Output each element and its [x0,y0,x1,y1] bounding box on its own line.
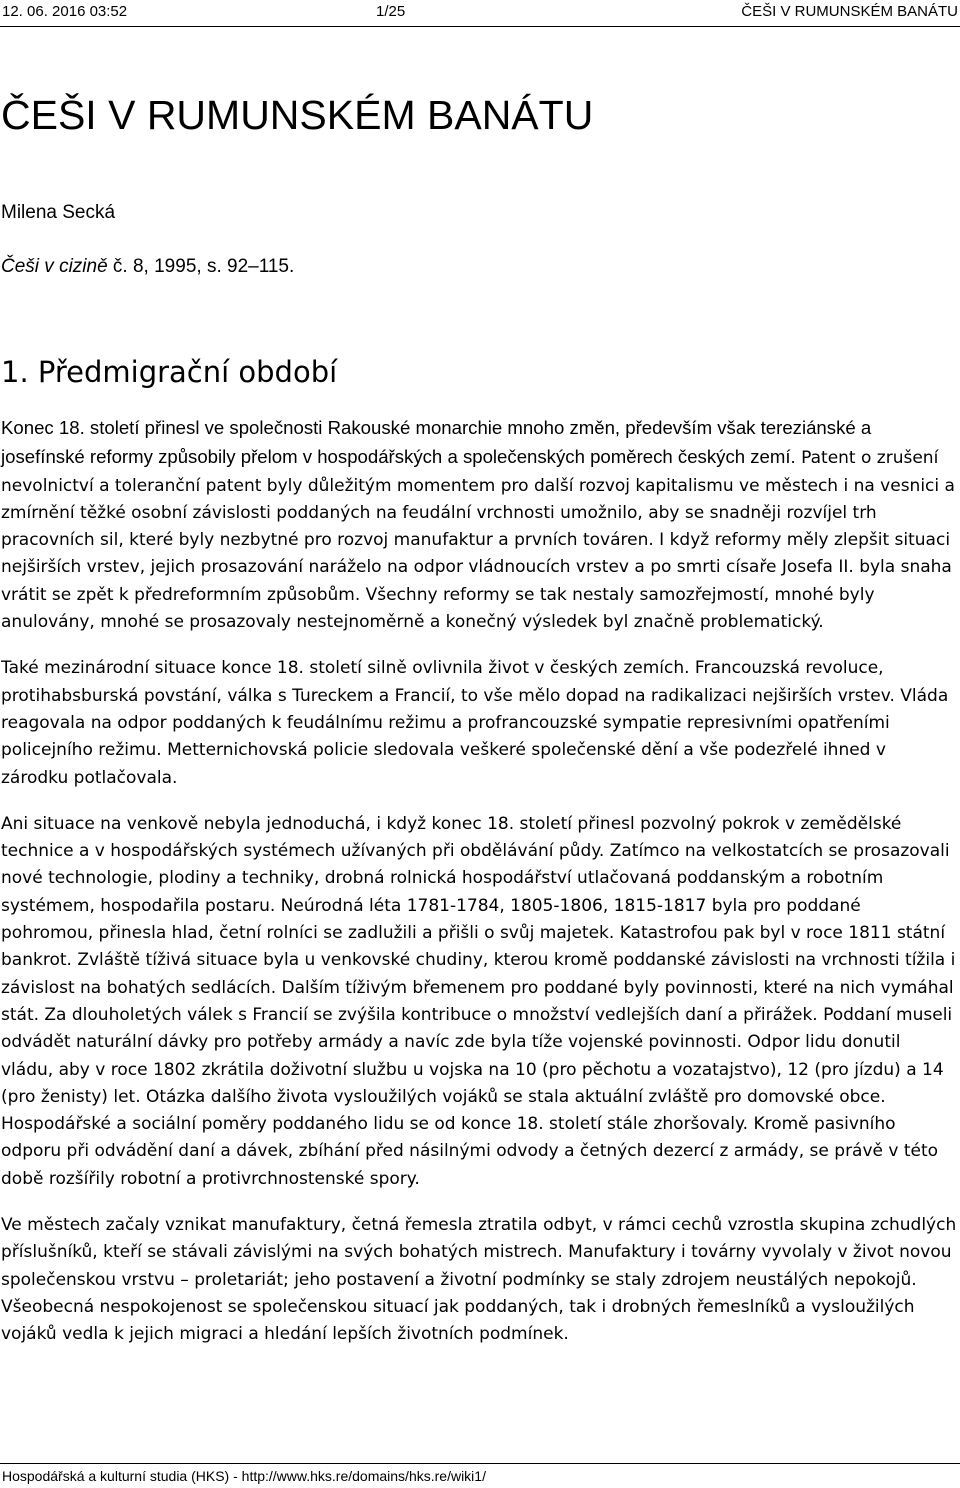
footer-text: Hospodářská a kulturní studia (HKS) - http://www.hks.re/domains/hks.re/wiki1/ [2,1468,486,1484]
page-header [0,0,960,27]
article-body [1,414,957,1368]
paragraph-1 [1,414,957,636]
section-heading: 1. Předmigrační období [1,355,338,389]
paragraph-3: Ani situace na venkově nebyla jednoduchá, i když konec 18. století přinesl pozvolný pokrok v zemědělské technice a v hospodářských systémech užívaných při obdělávání půdy. Zatímco na velkostatcích se prosazovali nové technologie, plodiny a techniky, drobná rolnická hospodářství utlačovaná poddanským a robotním systémem, hospodařila postaru. Neúrodná léta 1781-1784, 1805-1806, 1815-1817 byla pro poddané pohromou, přinesla hlad, četní rolníci se zadlužili a přišli o svůj majetek. Katastrofou pak byl v roce 1811 státní bankrot. Zvláště tíživá situace byla u venkovské chudiny, kterou kromě poddanské závislosti na vrchnosti tížila i závislost na bohatých sedlácích. Dalším tíživým břemenem pro poddané byly povinnosti, které na nich vymáhal stát. Za dlouholetých válek s Francií se zvýšila kontribuce o množství vedlejších daní a přirážek. Poddaní museli odvádět naturální dávky pro potřeby armády a navíc zde byla tíže vojenské povinnosti. Odpor lidu donutil vládu, aby v roce 1802 zkrátila doživotní službu u vojska na 10 (pro pěchotu a vozatajstvo), 12 (pro jízdu) a 14 (pro ženisty) let. Otázka dalšího života vysloužilých vojáků se stala aktuální zvláště pro domovské obce. Hospodářské a sociální poměry poddaného lidu se od konce 18. století stále zhoršovaly. Kromě pasivního odporu při odvádění daní a dávek, zbíhání před násilnými odvody a četných dezercí z armády, se právě v této době rozšířily robotní a protivrchnostenské spory. [1,813,956,1189]
citation-source: Češi v cizině [1,256,108,277]
header-title: ČEŠI V RUMUNSKÉM BANÁTU [741,3,958,20]
paragraph-4: Ve městech začaly vznikat manufaktury, četná řemesla ztratila odbyt, v rámci cechů vzrostla skupina zchudlých příslušníků, kteří se stávali závislými na svých bohatých mistrech. Manufaktury i továrny vyvolaly v život novou společenskou vrstvu – proletariát; jeho postavení a životní podmínky se staly zdrojem neustálých nepokojů. Všeobecná nespokojenost se společenskou situací jak poddaných, tak i drobných řemeslníků a vysloužilých vojáků vedla k jejich migraci a hledání lepších životních podmínek. [1,1215,957,1345]
paragraph-1-lead: Konec 18. století přinesl ve společnosti Rakouské monarchie mnoho změn, především však tereziánské a josefínské reformy způsobily přelom v hospodářských a společenských poměrech českých zemí. [1,417,872,468]
header-page-number: 1/25 [376,3,406,20]
page-footer [0,1463,960,1488]
citation [1,255,294,279]
paragraph-1-text: Patent o zrušení nevolnictví a toleranční patent byly důležitým momentem pro další rozvoj kapitalismu ve městech i na vesnici a zmírnění těžké osobní závislosti poddaných na feudální vrchnosti umožnilo, aby se snadněji rozvíjel trh pracovních sil, které byly nezbytné pro rozvoj manufaktur a prvních továren. I když reformy měly zlepšit situaci nejširších vrstev, jejich prosazování naráželo na odpor vládnoucích vrstev a po smrti císaře Josefa II. byla snaha vrátit se zpět k předreformním způsobům. Všechny reformy se tak nestaly samozřejmostí, mnohé byly anulovány, mnohé se prosazovaly nestejnoměrně a konečný výsledek byl značně problematický. [1,448,955,633]
citation-details: č. 8, 1995, s. 92–115. [107,256,295,277]
page-title: ČEŠI V RUMUNSKÉM BANÁTU [1,92,594,138]
author: Milena Secká [1,202,116,223]
header-datetime: 12. 06. 2016 03:52 [2,3,128,20]
paragraph-2: Také mezinárodní situace konce 18. století silně ovlivnila život v českých zemích. Francouzská revoluce, protihabsburská povstání, válka s Tureckem a Francií, to vše mělo dopad na radikalizaci nejširších vrstev. Vláda reagovala na odpor poddaných k feudálnímu režimu a profrancouzské sympatie represivními opatřeními policejního režimu. Metternichovská policie sledovala veškeré společenské dění a vše podezřelé ihned v zárodku potlačovala. [1,658,949,788]
